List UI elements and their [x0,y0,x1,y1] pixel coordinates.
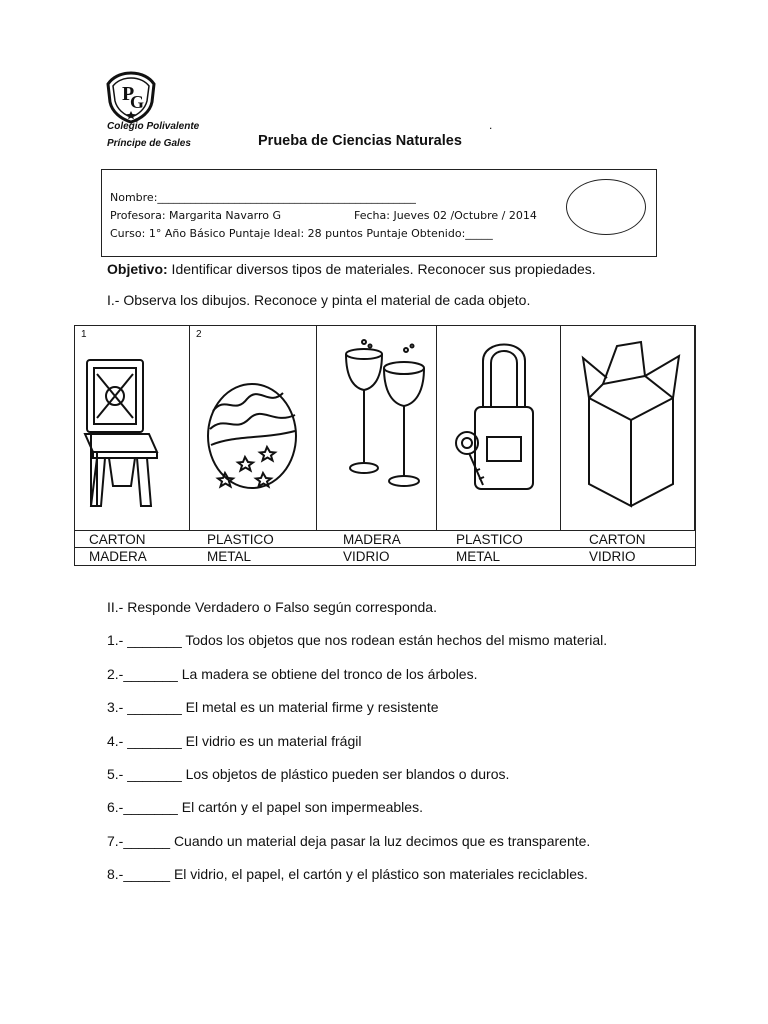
option-label: METAL [456,549,501,564]
option-row-2 [75,547,695,565]
option-label: PLASTICO [207,532,274,547]
object-number: 2 [196,329,202,340]
option-label: VIDRIO [343,549,390,564]
ball-icon [205,381,300,491]
object-cell-3 [317,326,437,530]
question-6: 6.-_______ El cartón y el papel son impermeables. [107,799,423,815]
profesora-line: Profesora: Margarita Navarro G [110,209,282,222]
option-row-1 [75,530,695,548]
padlock-icon [445,331,555,506]
score-oval [566,179,646,235]
student-info-box [101,169,657,257]
school-name: Colegio Polivalente [107,121,200,132]
object-number: 1 [81,329,87,340]
option-label: METAL [207,549,252,564]
wine-glasses-icon [342,334,432,489]
option-label: MADERA [89,549,147,564]
svg-text:P: P [122,83,135,105]
question-4: 4.- _______ El vidrio es un material frágil [107,733,362,749]
object-cell-4 [437,326,561,530]
page-title: Prueba de Ciencias Naturales [258,133,462,149]
section2-instruction: II.- Responde Verdadero o Falso según corresponda. [107,599,437,615]
school-crest-icon [104,70,158,124]
object-cell-2 [190,326,317,530]
curso-line: Curso: 1° Año Básico Puntaje Ideal: 28 puntos Puntaje Obtenido:_____ [110,227,493,240]
stray-dot: . [489,118,493,132]
question-2: 2.-_______ La madera se obtiene del tronco de los árboles. [107,666,478,682]
question-8: 8.-______ El vidrio, el papel, el cartón y el plástico son materiales reciclables. [107,866,588,882]
object-cell-5 [561,326,695,530]
box-icon [581,328,681,513]
object-cell-1 [75,326,190,530]
question-3: 3.- _______ El metal es un material firme y resistente [107,699,439,715]
school-name-line2: Príncipe de Gales [107,138,191,149]
option-label: PLASTICO [456,532,523,547]
objective-label: Objetivo: [107,261,168,277]
chair-icon [79,356,159,526]
objects-table [74,325,696,566]
nombre-field: Nombre:_______________________________________________ [110,191,416,204]
question-5: 5.- _______ Los objetos de plástico pueden ser blandos o duros. [107,766,510,782]
question-1: 1.- _______ Todos los objetos que nos rodean están hechos del mismo material. [107,632,608,648]
svg-text:G: G [130,92,145,112]
option-label: MADERA [343,532,401,547]
fecha-line: Fecha: Jueves 02 /Octubre / 2014 [354,209,537,222]
option-label: CARTON [89,532,146,547]
objective-text: Identificar diversos tipos de materiales. Reconocer sus propiedades. [167,261,596,277]
option-label: CARTON [589,532,646,547]
option-label: VIDRIO [589,549,636,564]
question-7: 7.-______ Cuando un material deja pasar la luz decimos que es transparente. [107,833,591,849]
objective-line [107,261,596,277]
section1-instruction: I.- Observa los dibujos. Reconoce y pinta el material de cada objeto. [107,292,531,308]
